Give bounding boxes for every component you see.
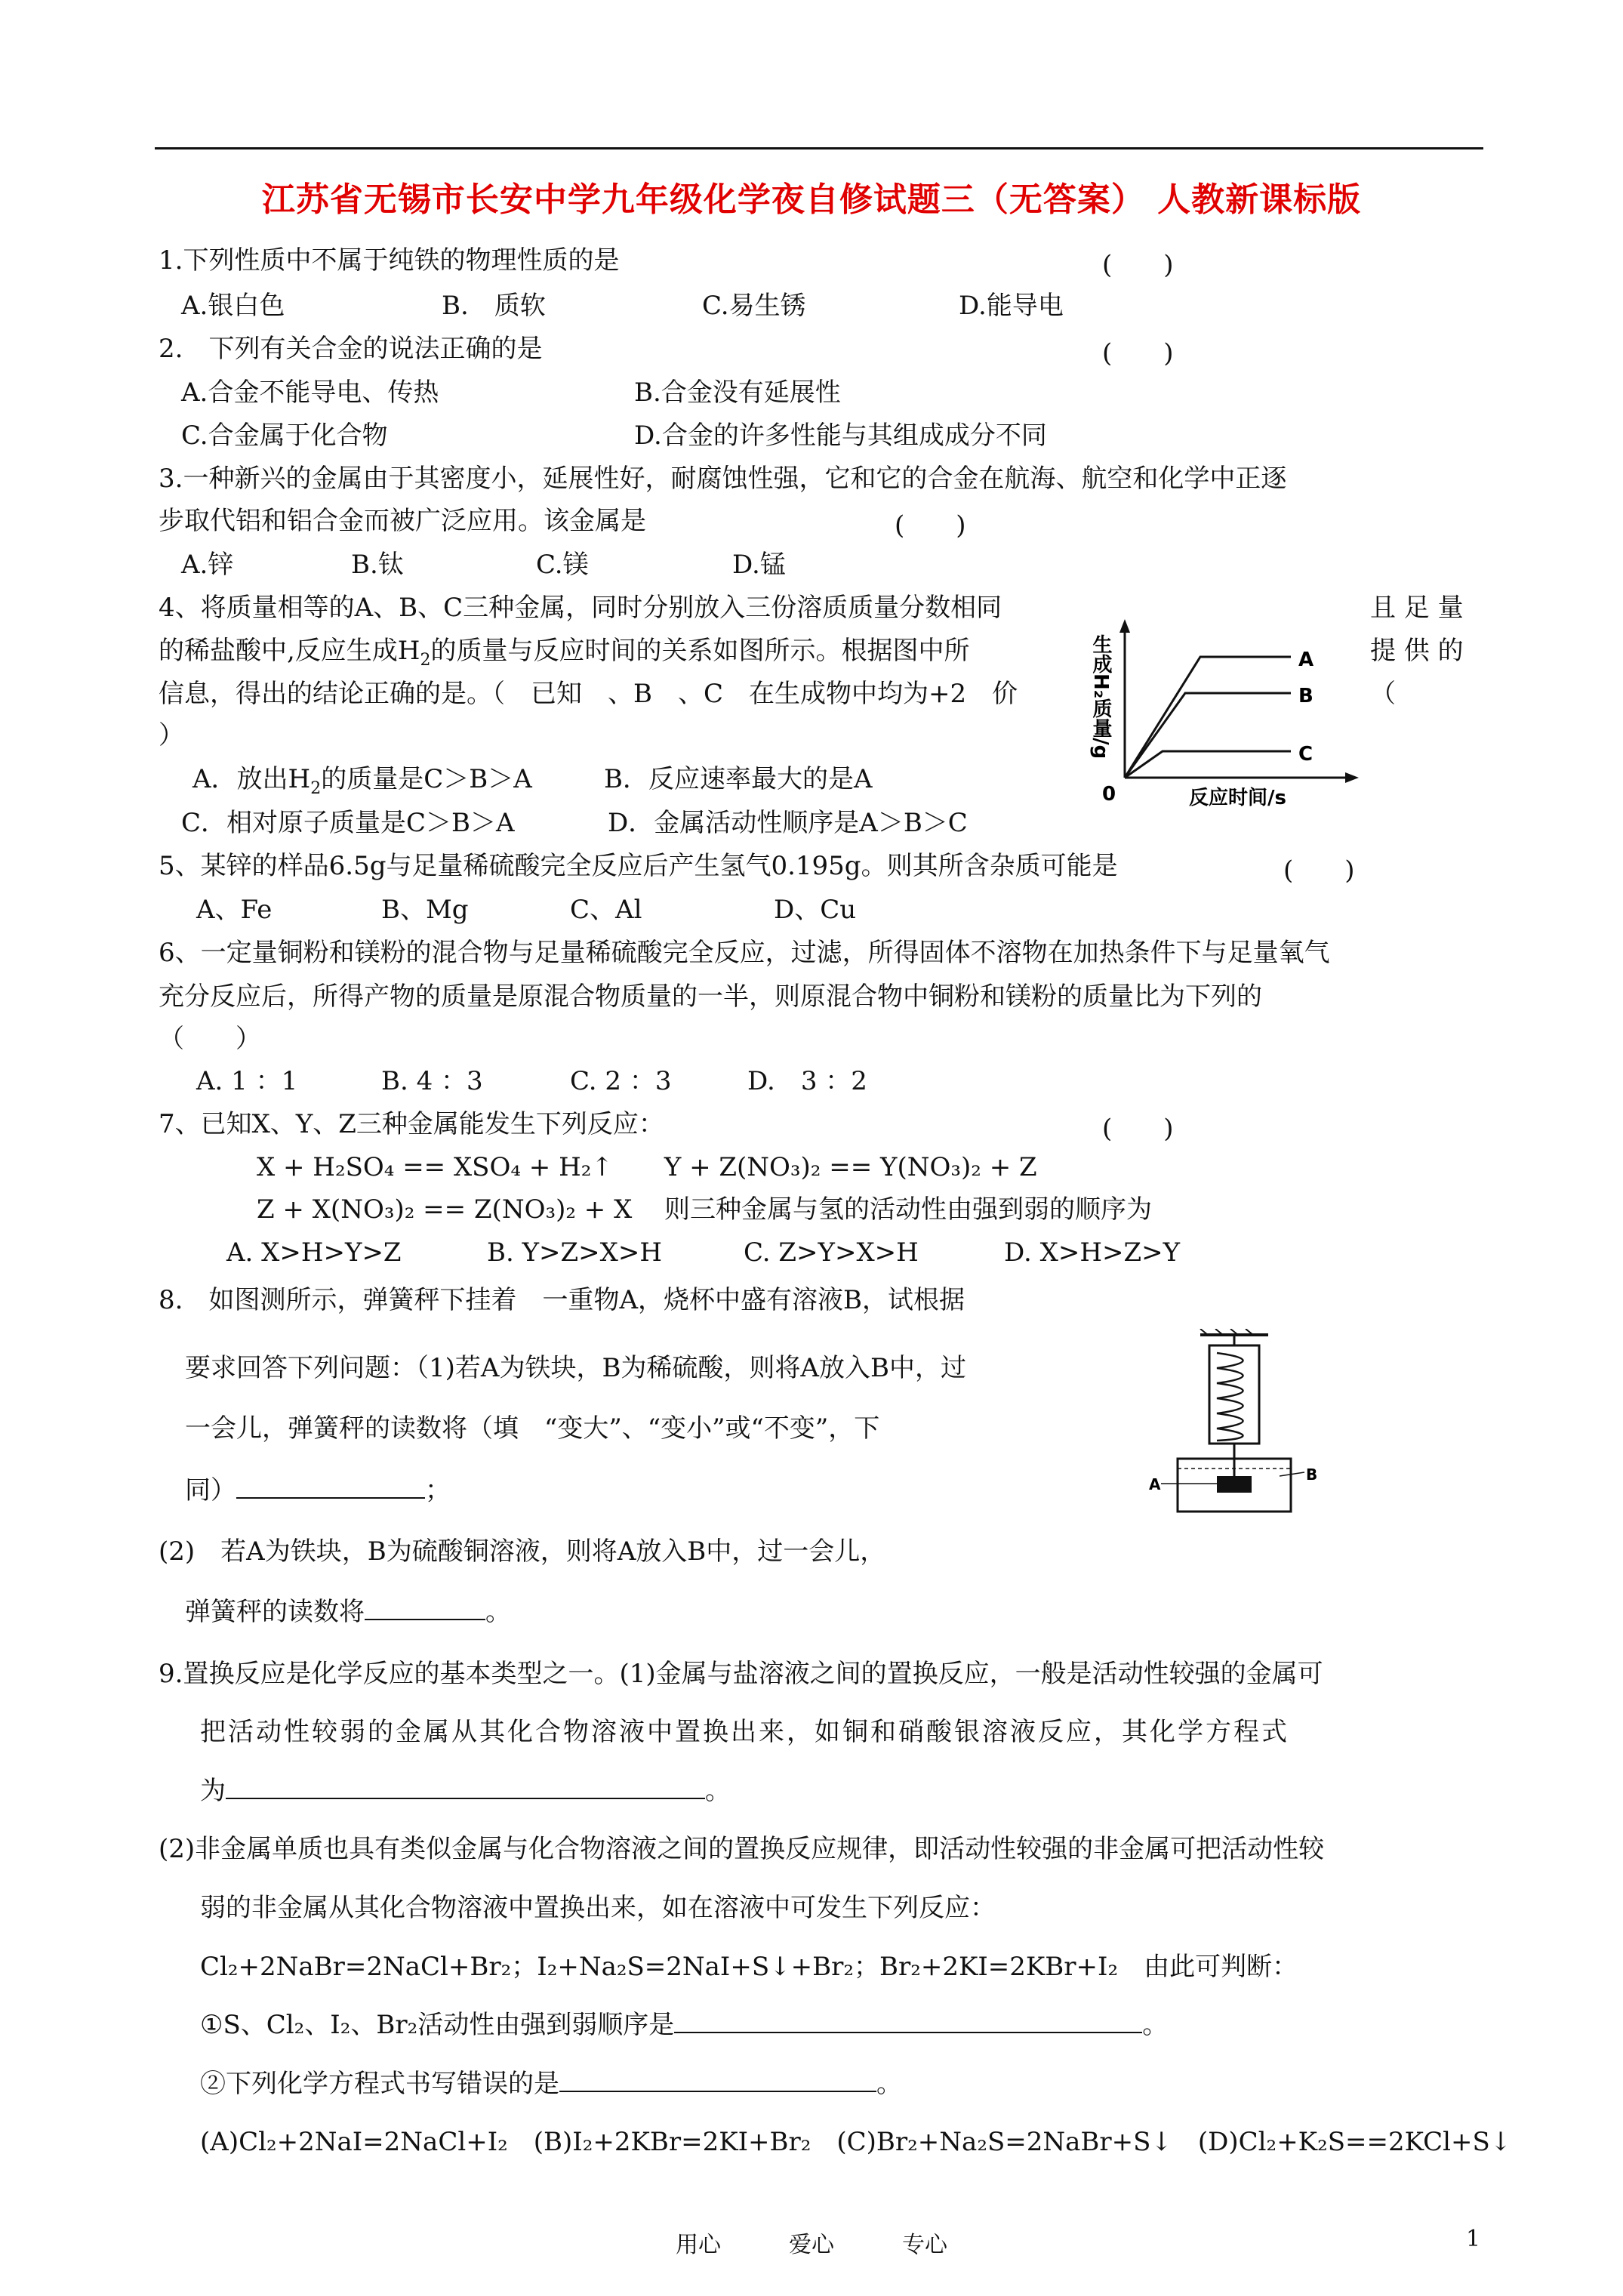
- q6-option-c: C. 2 ：3: [570, 1066, 672, 1096]
- q4-line1-right: 且 足 量: [1370, 593, 1464, 623]
- q9-line9: (A)Cl₂+2NaI=2NaCl+I₂ (B)I₂+2KBr=2KI+Br₂ (C)Br₂+Na₂S=2NaBr+S↓ (D)Cl₂+K₂S==2KCl+S↓: [200, 2127, 1512, 2157]
- graph-label-c: C: [1298, 743, 1313, 766]
- q3-option-a: A.锌: [181, 550, 234, 580]
- q9-line3: 为 。: [200, 1776, 731, 1806]
- q4-line1: 4、将质量相等的A、B、C三种金属，同时分别放入三份溶质质量分数相同: [159, 593, 1002, 623]
- q5-stem: 5、某锌的样品6.5g与足量稀硫酸完全反应后产生氢气0.195g。则其所含杂质可能是: [159, 851, 1118, 881]
- q7-option-d: D. X>H>Z>Y: [1004, 1237, 1181, 1268]
- q4-reaction-graph: [1079, 612, 1366, 815]
- q2-option-c: C.合金属于化合物: [181, 421, 388, 451]
- graph-line-c: [1125, 751, 1291, 778]
- graph-ylabel: 生成H₂质量/g: [1089, 634, 1112, 760]
- q7-equation-2-tail: 则三种金属与氢的活动性由强到弱的顺序为: [664, 1194, 1152, 1225]
- spring-coil: [1217, 1353, 1243, 1441]
- q3-line1: 3.一种新兴的金属由于其密度小，延展性好，耐腐蚀性强，它和它的合金在航海、航空和化学中正逐: [159, 464, 1287, 494]
- q9-line1: 9.置换反应是化学反应的基本类型之一。(1)金属与盐溶液之间的置换反应，一般是活动性较强的金属可: [159, 1659, 1323, 1689]
- q6-line3: （ ）: [159, 1024, 261, 1054]
- page-number: 1: [1466, 2226, 1481, 2252]
- q9-line2: 把活动性较弱的金属从其化合物溶液中置换出来，如铜和硝酸银溶液反应，其化学方程式: [200, 1717, 1289, 1747]
- q3-option-b: B.钛: [351, 550, 404, 580]
- q7-answer-paren: ( ): [1102, 1114, 1174, 1144]
- graph-y-arrow: [1119, 619, 1130, 633]
- q9-line4: (2)非金属单质也具有类似金属与化合物溶液之间的置换反应规律，即活动性较强的非金属可把活动性较: [159, 1834, 1325, 1864]
- q7-option-c: C. Z>Y>X>H: [744, 1237, 919, 1268]
- q2-option-b: B.合金没有延展性: [634, 378, 841, 408]
- q1-option-d: D.能导电: [959, 291, 1064, 321]
- q2-stem: 2. 下列有关合金的说法正确的是: [159, 334, 543, 364]
- q2-option-d: D.合金的许多性能与其组成成分不同: [634, 421, 1047, 451]
- q8-line2: 要求回答下列问题：（1)若A为铁块，B为稀硫酸，则将A放入B中，过: [185, 1353, 966, 1383]
- q7-option-a: A. X>H>Y>Z: [226, 1237, 402, 1268]
- q4-option-b: B．反应速率最大的是A: [604, 764, 873, 794]
- q1-option-a: A.银白色: [181, 291, 285, 321]
- graph-label-a: A: [1298, 649, 1314, 671]
- q8-answer-blank-2: [365, 1596, 485, 1620]
- graph-origin: 0: [1102, 783, 1116, 806]
- q9-line5: 弱的非金属从其化合物溶液中置换出来，如在溶液中可发生下列反应：: [200, 1893, 996, 1923]
- q2-option-a: A.合金不能导电、传热: [181, 378, 439, 408]
- q3-option-d: D.锰: [732, 550, 786, 580]
- q8-answer-blank-1: [236, 1475, 425, 1499]
- q6-line2: 充分反应后，所得产物的质量是原混合物质量的一半，则原混合物中铜粉和镁粉的质量比为下列的: [159, 982, 1262, 1012]
- q5-option-c: C、Al: [570, 895, 642, 925]
- q6-option-a: A. 1 ：1: [196, 1066, 298, 1096]
- graph-xlabel: 反应时间/s: [1189, 787, 1286, 809]
- q1-option-b: B. 质软: [442, 291, 546, 321]
- q3-answer-paren: ( ): [895, 510, 966, 541]
- q8-line5: (2) 若A为铁块，B为硫酸铜溶液，则将A放入B中，过一会儿，: [159, 1536, 886, 1567]
- q8-line4: 同） ；: [185, 1475, 451, 1505]
- q6-line1: 6、一定量铜粉和镁粉的混合物与足量稀硫酸完全反应，过滤，所得固体不溶物在加热条件下与足量氧气: [159, 938, 1330, 968]
- q1-stem: 1.下列性质中不属于纯铁的物理性质的是: [159, 245, 620, 276]
- q3-line2: 步取代铝和铝合金而被广泛应用。该金属是: [159, 506, 646, 536]
- label-a: A: [1149, 1475, 1161, 1493]
- label-b: B: [1306, 1465, 1318, 1484]
- graph-line-b: [1125, 693, 1291, 778]
- q5-option-b: B、Mg: [381, 895, 469, 925]
- q9-answer-blank-3: [559, 2068, 876, 2092]
- q2-answer-paren: ( ): [1102, 338, 1174, 368]
- spring-balance-figure: [1147, 1329, 1321, 1518]
- q7-equation-2: Z + X(NO₃)₂ == Z(NO₃)₂ + X: [257, 1194, 633, 1225]
- q1-answer-paren: ( ): [1102, 250, 1174, 280]
- q1-option-c: C.易生锈: [702, 291, 806, 321]
- q6-option-b: B. 4 ：3: [381, 1066, 483, 1096]
- q9-line7: ①S、Cl₂、I₂、Br₂活动性由强到弱顺序是 。: [200, 2010, 1169, 2040]
- q8-line6: 弹簧秤的读数将 。: [185, 1597, 511, 1627]
- q8-line1: 8. 如图测所示，弹簧秤下挂着 一重物A，烧杯中盛有溶液B，试根据: [159, 1285, 965, 1315]
- graph-x-arrow: [1345, 772, 1359, 783]
- q7-option-b: B. Y>Z>X>H: [487, 1237, 662, 1268]
- q4-line2: 的稀盐酸中,反应生成$H_2$的质量与反应时间的关系如图所示。根据图中所: [159, 636, 970, 670]
- q4-line4: ）: [159, 720, 184, 750]
- q7-stem: 7、已知X、Y、Z三种金属能发生下列反应：: [159, 1109, 664, 1139]
- page-footer: 用心 爱心 专心: [676, 2232, 947, 2258]
- q9-line8: ②下列化学方程式书写错误的是 。: [200, 2069, 902, 2099]
- q8-line3: 一会儿，弹簧秤的读数将（填 “变大”、“变小”或“不变”，下: [185, 1413, 880, 1444]
- graph-label-b: B: [1298, 685, 1313, 707]
- q9-line6: Cl₂+2NaBr=2NaCl+Br₂；I₂+Na₂S=2NaI+S↓+Br₂；Br₂+2KI=2KBr+I₂ 由此可判断：: [200, 1952, 1298, 1982]
- q7-equation-1: X + H₂SO₄ == XSO₄ + H₂↑ Y + Z(NO₃)₂ == Y(NO₃)₂ + Z: [257, 1152, 1037, 1182]
- q9-answer-blank-1: [226, 1775, 705, 1799]
- q5-option-a: A、Fe: [196, 895, 273, 925]
- q4-option-d: D．金属活动性顺序是A＞B＞C: [608, 808, 968, 838]
- q3-option-c: C.镁: [536, 550, 589, 580]
- q4-option-a: A．放出$H_2$的质量是C＞B＞A: [192, 764, 532, 798]
- page-title: 江苏省无锡市长安中学九年级化学夜自修试题三（无答案） 人教新课标版: [261, 180, 1362, 219]
- q5-option-d: D、Cu: [774, 895, 857, 925]
- weight-block-a: [1217, 1476, 1252, 1493]
- q9-answer-blank-2: [674, 2009, 1142, 2033]
- q6-option-d: D. 3 ：2: [747, 1066, 867, 1096]
- q5-answer-paren: ( ): [1283, 855, 1355, 886]
- q4-option-c: C．相对原子质量是C＞B＞A: [181, 808, 515, 838]
- header-rule: [155, 147, 1483, 149]
- q4-line2-right: 提 供 的: [1370, 636, 1464, 666]
- q4-line3: 信息，得出的结论正确的是。（ 已知 、B 、C 在生成物中均为+2 价: [159, 679, 1018, 709]
- q4-line3-right: （: [1370, 679, 1396, 709]
